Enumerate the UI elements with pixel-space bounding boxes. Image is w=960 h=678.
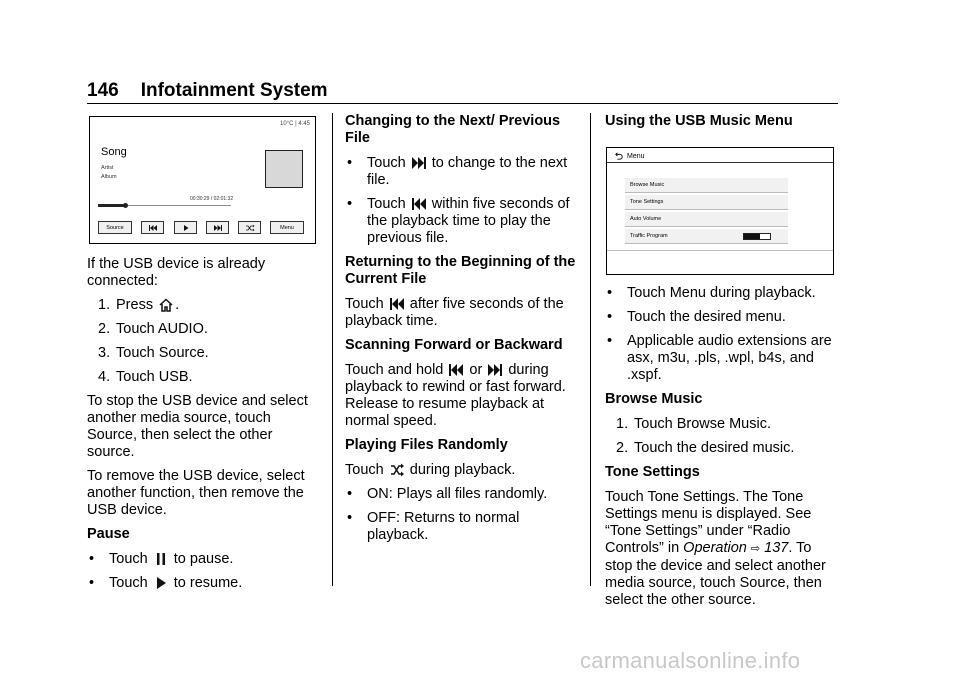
source-button[interactable]: Source <box>98 221 132 234</box>
step-text: Press <box>116 297 158 313</box>
bullet: • <box>347 486 353 502</box>
bullet-text: OFF: Returns to normal playback. <box>367 510 520 543</box>
step-text: Touch the desired music. <box>634 440 795 456</box>
step-3 <box>87 345 317 362</box>
previous-track-icon <box>449 363 463 377</box>
column-3 <box>605 285 840 616</box>
menu-back-label: Menu <box>627 152 645 160</box>
menu-bullet-2 <box>605 309 840 326</box>
paragraph-text-end: during playback to rewind or fast forward. Release to resume playback at normal speed. <box>345 362 566 429</box>
shuffle-icon <box>390 463 404 477</box>
previous-track-icon <box>148 224 158 232</box>
menu-bullet-1 <box>605 285 840 302</box>
bullet-text-end: within five seconds of the playback time to play the previous file. <box>367 196 570 246</box>
header-rule <box>87 103 838 104</box>
menu-back[interactable] <box>615 152 645 160</box>
column-divider-1 <box>332 113 333 586</box>
step-number: 2. <box>616 440 629 456</box>
bullet: • <box>607 309 613 325</box>
bullet-text-end: to change to the next file. <box>367 155 568 188</box>
beginning-paragraph <box>345 296 580 330</box>
artist-name: Artist <box>101 165 114 171</box>
song-title: Song <box>101 146 127 158</box>
step-number: 3. <box>98 345 111 361</box>
step-text: Touch Source. <box>116 345 209 361</box>
home-icon <box>159 298 173 312</box>
bullet: • <box>347 155 353 171</box>
next-track-button[interactable] <box>206 221 229 234</box>
bullet-text: ON: Plays all files randomly. <box>367 486 548 502</box>
step-number: 2. <box>98 321 111 337</box>
paragraph-text-end: during playback. <box>405 462 516 478</box>
usb-menu-heading: Using the USB Music Menu <box>605 113 793 129</box>
step-text: Touch Browse Music. <box>634 416 771 432</box>
bullet-text-end: to resume. <box>169 575 243 591</box>
bullet: • <box>89 575 95 591</box>
next-track-icon <box>213 224 223 232</box>
bullet-text: Touch <box>367 155 410 171</box>
menu-bottom-line <box>607 250 833 251</box>
shuffle-icon <box>245 224 255 232</box>
browse-step-1 <box>605 416 840 433</box>
play-icon <box>154 576 168 590</box>
progress-knob <box>123 203 128 208</box>
step-2 <box>87 321 317 338</box>
bullet-text: Touch <box>109 575 152 591</box>
next-track-icon <box>488 363 502 377</box>
progress-fill <box>98 204 125 207</box>
bullet: • <box>607 285 613 301</box>
menu-button[interactable]: Menu <box>270 221 304 234</box>
beginning-heading: Returning to the Beginning of the Current File <box>345 254 576 287</box>
bullet: • <box>607 333 613 349</box>
bullet-text: Applicable audio extensions are asx, m3u, .pls, .wpl, b4s, and .xspf. <box>627 333 832 383</box>
step-text-end: . <box>175 297 180 313</box>
paragraph-text-end: . To stop the device and select another media source, touch Source, then select the other source. <box>605 540 826 608</box>
album-art <box>265 150 303 188</box>
play-button[interactable] <box>174 221 197 234</box>
album-name: Album <box>101 174 117 180</box>
menu-item-tone-settings[interactable]: Tone Settings <box>625 195 788 210</box>
menu-header-line <box>607 162 833 163</box>
browse-music-heading: Browse Music <box>605 391 703 407</box>
column-1 <box>87 256 317 599</box>
next-bullet <box>345 155 580 189</box>
usb-playback-screen-illustration <box>89 116 316 244</box>
bullet-text: Touch the desired menu. <box>627 309 786 325</box>
step-text: Touch USB. <box>116 369 193 385</box>
bullet-text: Touch Menu during playback. <box>627 285 816 301</box>
playback-time: 00:30:29 / 02:01:32 <box>190 196 234 202</box>
page-ref-arrow-icon: ⇨ <box>750 543 761 555</box>
next-track-icon <box>412 156 426 170</box>
column-3-heading-wrap <box>605 113 840 138</box>
step-number: 1. <box>616 416 629 432</box>
step-text: Touch AUDIO. <box>116 321 208 337</box>
progress-track <box>98 205 231 206</box>
cross-reference[interactable]: Operation <box>683 540 747 556</box>
previous-track-icon <box>412 197 426 211</box>
toggle-fill <box>744 234 760 239</box>
random-heading: Playing Files Randomly <box>345 437 508 453</box>
off-bullet <box>345 510 580 544</box>
bullet-text-end: to pause. <box>169 551 234 567</box>
tone-settings-heading: Tone Settings <box>605 464 700 480</box>
paragraph-text: Touch <box>345 296 388 312</box>
menu-item-label: Traffic Program <box>630 233 668 239</box>
paragraph-text: Touch Tone Settings. The Tone Settings menu is displayed. See “Tone Settings” under “Radio Controls” in <box>605 489 812 556</box>
next-previous-heading: Changing to the Next/ Previous File <box>345 113 561 146</box>
pause-icon <box>154 552 168 566</box>
random-paragraph <box>345 462 580 479</box>
page-number: 146 <box>87 80 119 101</box>
paragraph-text: Touch <box>345 462 388 478</box>
previous-bullet <box>345 196 580 247</box>
previous-track-button[interactable] <box>141 221 164 234</box>
bullet: • <box>347 510 353 526</box>
scanning-heading: Scanning Forward or Backward <box>345 337 563 353</box>
browse-step-2 <box>605 440 840 457</box>
resume-bullet <box>87 575 317 592</box>
play-icon <box>181 224 191 232</box>
intro-text: If the USB device is already connected: <box>87 256 266 289</box>
traffic-program-toggle[interactable] <box>743 233 771 240</box>
pause-heading: Pause <box>87 526 130 542</box>
column-divider-2 <box>590 113 591 586</box>
pause-bullet <box>87 551 317 568</box>
menu-item-traffic-program[interactable] <box>625 229 788 244</box>
column-2 <box>345 113 580 551</box>
page-reference[interactable]: 137 <box>764 540 789 556</box>
menu-item-auto-volume[interactable]: Auto Volume <box>625 212 788 227</box>
previous-track-icon <box>390 297 404 311</box>
step-1 <box>87 297 317 314</box>
section-title: Infotainment System <box>140 80 328 101</box>
page-header <box>87 80 328 102</box>
bullet-text: Touch <box>109 551 152 567</box>
step-number: 4. <box>98 369 111 385</box>
paragraph-text: Touch and hold <box>345 362 448 378</box>
on-bullet <box>345 486 580 503</box>
paragraph-text-end: after five seconds of the playback time. <box>345 296 564 329</box>
menu-bullet-3 <box>605 333 840 384</box>
usb-menu-screen-illustration <box>606 147 834 275</box>
bullet: • <box>89 551 95 567</box>
shuffle-button[interactable] <box>238 221 261 234</box>
remove-paragraph: To remove the USB device, select another function, then remove the USB device. <box>87 468 305 518</box>
tone-settings-paragraph <box>605 489 840 609</box>
stop-paragraph: To stop the USB device and select another media source, touch Source, then select the other source. <box>87 393 308 460</box>
bullet-text: Touch <box>367 196 410 212</box>
menu-item-browse-music[interactable]: Browse Music <box>625 178 788 193</box>
step-number: 1. <box>98 297 111 313</box>
watermark: carmanualsonline.info <box>580 648 801 673</box>
back-arrow-icon <box>615 152 623 160</box>
bullet: • <box>347 196 353 212</box>
status-bar: 10°C | 4:45 <box>280 121 310 127</box>
scanning-paragraph <box>345 362 580 430</box>
step-4 <box>87 369 317 386</box>
paragraph-text-mid: or <box>465 362 487 378</box>
